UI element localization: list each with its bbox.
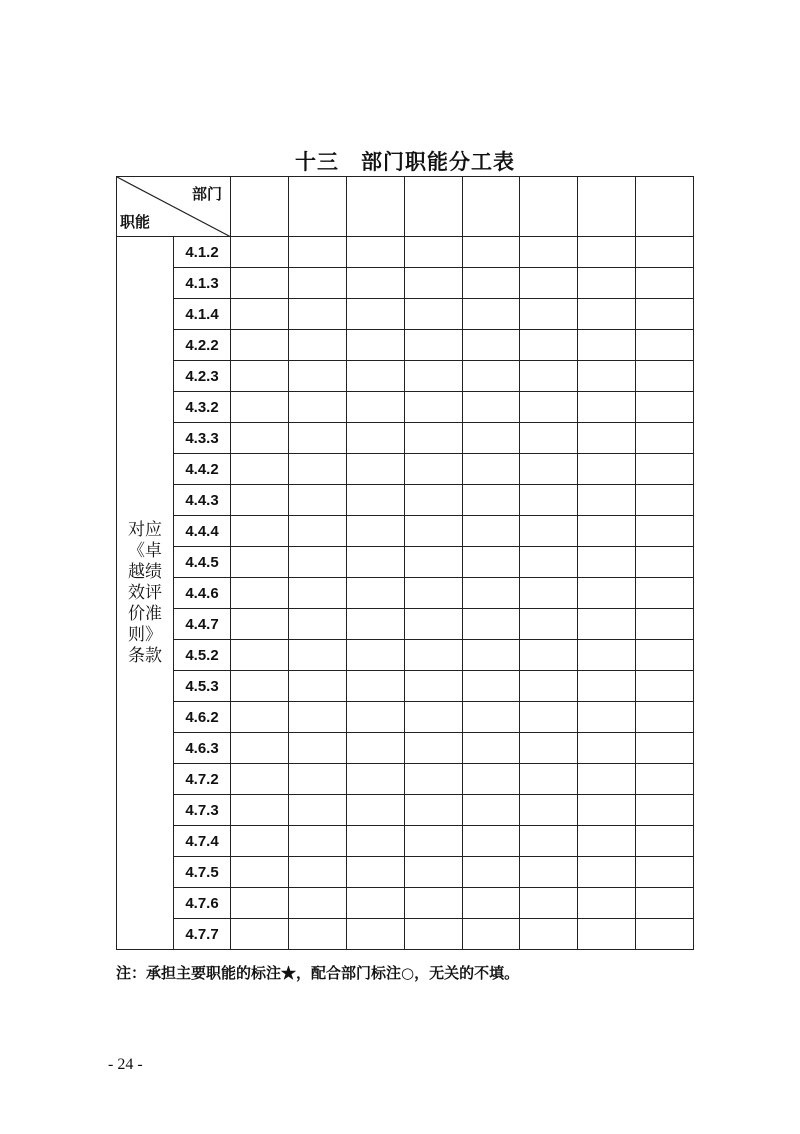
table-note: 注：承担主要职能的标注★，配合部门标注○，无关的不填。: [116, 964, 520, 982]
clause-code: 4.7.4: [174, 826, 231, 857]
assignment-cell[interactable]: [636, 392, 694, 423]
assignment-cell[interactable]: [231, 795, 289, 826]
department-header-cell[interactable]: [636, 177, 694, 237]
assignment-cell[interactable]: [636, 888, 694, 919]
clause-code: 4.4.7: [174, 609, 231, 640]
assignment-cell[interactable]: [404, 609, 462, 640]
clause-code: 4.4.5: [174, 547, 231, 578]
assignment-cell[interactable]: [636, 671, 694, 702]
table-row: [117, 671, 694, 702]
clause-code: 4.5.2: [174, 640, 231, 671]
assignment-cell[interactable]: [288, 454, 346, 485]
assignment-cell[interactable]: [578, 795, 636, 826]
assignment-cell[interactable]: [231, 671, 289, 702]
header-row: [117, 177, 694, 237]
table-row: [117, 299, 694, 330]
assignment-cell[interactable]: [346, 919, 404, 950]
assignment-cell[interactable]: [520, 485, 578, 516]
table-row: [117, 919, 694, 950]
assignment-cell[interactable]: [231, 268, 289, 299]
clause-code: 4.2.3: [174, 361, 231, 392]
assignment-cell[interactable]: [404, 640, 462, 671]
assignment-cell[interactable]: [346, 702, 404, 733]
assignment-cell[interactable]: [346, 361, 404, 392]
assignment-cell[interactable]: [231, 392, 289, 423]
table-row: [117, 237, 694, 268]
assignment-cell[interactable]: [520, 516, 578, 547]
assignment-cell[interactable]: [636, 299, 694, 330]
assignment-cell[interactable]: [578, 578, 636, 609]
assignment-cell[interactable]: [288, 795, 346, 826]
assignment-cell[interactable]: [462, 268, 520, 299]
function-table: [116, 176, 694, 950]
assignment-cell[interactable]: [636, 330, 694, 361]
assignment-cell[interactable]: [231, 609, 289, 640]
assignment-cell[interactable]: [231, 640, 289, 671]
assignment-cell[interactable]: [636, 795, 694, 826]
assignment-cell[interactable]: [404, 919, 462, 950]
assignment-cell[interactable]: [404, 361, 462, 392]
assignment-cell[interactable]: [346, 733, 404, 764]
assignment-cell[interactable]: [636, 826, 694, 857]
assignment-cell[interactable]: [462, 733, 520, 764]
assignment-cell[interactable]: [231, 888, 289, 919]
clause-code: 4.3.3: [174, 423, 231, 454]
assignment-cell[interactable]: [288, 330, 346, 361]
assignment-cell[interactable]: [520, 268, 578, 299]
assignment-cell[interactable]: [288, 764, 346, 795]
assignment-cell[interactable]: [231, 330, 289, 361]
assignment-cell[interactable]: [404, 888, 462, 919]
table-row: [117, 795, 694, 826]
assignment-cell[interactable]: [462, 919, 520, 950]
assignment-cell[interactable]: [462, 454, 520, 485]
clause-code: 4.6.3: [174, 733, 231, 764]
assignment-cell[interactable]: [231, 702, 289, 733]
assignment-cell[interactable]: [636, 702, 694, 733]
assignment-cell[interactable]: [231, 764, 289, 795]
assignment-cell[interactable]: [404, 485, 462, 516]
assignment-cell[interactable]: [231, 454, 289, 485]
assignment-cell[interactable]: [578, 392, 636, 423]
assignment-cell[interactable]: [578, 857, 636, 888]
assignment-cell[interactable]: [346, 640, 404, 671]
department-header-cell[interactable]: [462, 177, 520, 237]
assignment-cell[interactable]: [520, 702, 578, 733]
assignment-cell[interactable]: [636, 516, 694, 547]
assignment-cell[interactable]: [231, 826, 289, 857]
page-title: 十三 部门职能分工表: [295, 150, 515, 174]
assignment-cell[interactable]: [404, 702, 462, 733]
assignment-cell[interactable]: [578, 237, 636, 268]
assignment-cell[interactable]: [578, 485, 636, 516]
assignment-cell[interactable]: [462, 299, 520, 330]
assignment-cell[interactable]: [636, 423, 694, 454]
clause-code: 4.7.6: [174, 888, 231, 919]
assignment-cell[interactable]: [636, 640, 694, 671]
assignment-cell[interactable]: [346, 237, 404, 268]
clause-code: 4.4.4: [174, 516, 231, 547]
clause-code: 4.1.4: [174, 299, 231, 330]
assignment-cell[interactable]: [578, 702, 636, 733]
clause-code: 4.7.2: [174, 764, 231, 795]
table-row: [117, 361, 694, 392]
assignment-cell[interactable]: [288, 826, 346, 857]
assignment-cell[interactable]: [520, 671, 578, 702]
assignment-cell[interactable]: [346, 423, 404, 454]
assignment-cell[interactable]: [346, 609, 404, 640]
assignment-cell[interactable]: [520, 361, 578, 392]
assignment-cell[interactable]: [288, 578, 346, 609]
department-header-cell[interactable]: [231, 177, 289, 237]
assignment-cell[interactable]: [231, 733, 289, 764]
assignment-cell[interactable]: [578, 516, 636, 547]
assignment-cell[interactable]: [578, 826, 636, 857]
assignment-cell[interactable]: [288, 547, 346, 578]
assignment-cell[interactable]: [231, 857, 289, 888]
row-group-label: [117, 237, 174, 950]
assignment-cell[interactable]: [520, 237, 578, 268]
clause-code: 4.2.2: [174, 330, 231, 361]
assignment-cell[interactable]: [346, 268, 404, 299]
table-row: [117, 609, 694, 640]
assignment-cell[interactable]: [346, 857, 404, 888]
assignment-cell[interactable]: [288, 609, 346, 640]
department-header-cell[interactable]: [288, 177, 346, 237]
assignment-cell[interactable]: [462, 857, 520, 888]
assignment-cell[interactable]: [636, 547, 694, 578]
assignment-cell[interactable]: [520, 299, 578, 330]
assignment-cell[interactable]: [520, 330, 578, 361]
table-row: [117, 640, 694, 671]
assignment-cell[interactable]: [346, 299, 404, 330]
assignment-cell[interactable]: [636, 268, 694, 299]
assignment-cell[interactable]: [231, 237, 289, 268]
assignment-cell[interactable]: [520, 609, 578, 640]
clause-code: 4.7.5: [174, 857, 231, 888]
page-number: - 24 -: [108, 1056, 143, 1073]
assignment-cell[interactable]: [462, 764, 520, 795]
assignment-cell[interactable]: [462, 578, 520, 609]
assignment-cell[interactable]: [404, 578, 462, 609]
assignment-cell[interactable]: [404, 516, 462, 547]
assignment-cell[interactable]: [578, 454, 636, 485]
assignment-cell[interactable]: [346, 392, 404, 423]
assignment-cell[interactable]: [636, 857, 694, 888]
department-header-cell[interactable]: [404, 177, 462, 237]
assignment-cell[interactable]: [578, 640, 636, 671]
function-label: 职能: [120, 213, 151, 231]
clause-code: 4.1.2: [174, 237, 231, 268]
assignment-cell[interactable]: [636, 237, 694, 268]
assignment-cell[interactable]: [462, 547, 520, 578]
assignment-cell[interactable]: [346, 516, 404, 547]
assignment-cell[interactable]: [404, 764, 462, 795]
assignment-cell[interactable]: [462, 826, 520, 857]
table-row: [117, 702, 694, 733]
assignment-cell[interactable]: [462, 609, 520, 640]
assignment-cell[interactable]: [520, 547, 578, 578]
table-row: [117, 516, 694, 547]
table-row: [117, 857, 694, 888]
assignment-cell[interactable]: [346, 888, 404, 919]
assignment-cell[interactable]: [636, 361, 694, 392]
assignment-cell[interactable]: [288, 361, 346, 392]
assignment-cell[interactable]: [404, 857, 462, 888]
assignment-cell[interactable]: [346, 547, 404, 578]
table-row: [117, 733, 694, 764]
assignment-cell[interactable]: [346, 578, 404, 609]
assignment-cell[interactable]: [636, 609, 694, 640]
assignment-cell[interactable]: [636, 764, 694, 795]
assignment-cell[interactable]: [520, 795, 578, 826]
assignment-cell[interactable]: [636, 454, 694, 485]
table-row: [117, 392, 694, 423]
assignment-cell[interactable]: [404, 423, 462, 454]
corner-header-cell: [117, 177, 231, 237]
table-row: [117, 268, 694, 299]
assignment-cell[interactable]: [231, 547, 289, 578]
assignment-cell[interactable]: [462, 330, 520, 361]
assignment-cell[interactable]: [520, 888, 578, 919]
assignment-cell[interactable]: [520, 454, 578, 485]
assignment-cell[interactable]: [404, 237, 462, 268]
assignment-cell[interactable]: [462, 516, 520, 547]
assignment-cell[interactable]: [636, 578, 694, 609]
assignment-cell[interactable]: [578, 423, 636, 454]
clause-code: 4.4.2: [174, 454, 231, 485]
table-row: [117, 826, 694, 857]
assignment-cell[interactable]: [288, 299, 346, 330]
assignment-cell[interactable]: [636, 733, 694, 764]
assignment-cell[interactable]: [520, 857, 578, 888]
assignment-cell[interactable]: [346, 454, 404, 485]
table-row: [117, 330, 694, 361]
assignment-cell[interactable]: [462, 795, 520, 826]
assignment-cell[interactable]: [231, 516, 289, 547]
assignment-cell[interactable]: [288, 857, 346, 888]
assignment-cell[interactable]: [520, 578, 578, 609]
assignment-cell[interactable]: [462, 361, 520, 392]
assignment-cell[interactable]: [462, 640, 520, 671]
assignment-cell[interactable]: [520, 733, 578, 764]
assignment-cell[interactable]: [346, 795, 404, 826]
department-label: 部门: [191, 185, 222, 203]
table-row: [117, 454, 694, 485]
assignment-cell[interactable]: [404, 454, 462, 485]
table-row: [117, 578, 694, 609]
assignment-cell[interactable]: [578, 361, 636, 392]
assignment-cell[interactable]: [231, 919, 289, 950]
clause-code: 4.7.3: [174, 795, 231, 826]
assignment-cell[interactable]: [462, 702, 520, 733]
assignment-cell[interactable]: [288, 268, 346, 299]
assignment-cell[interactable]: [578, 764, 636, 795]
assignment-cell[interactable]: [462, 237, 520, 268]
clause-code: 4.7.7: [174, 919, 231, 950]
assignment-cell[interactable]: [404, 299, 462, 330]
assignment-cell[interactable]: [636, 919, 694, 950]
table-row: [117, 888, 694, 919]
assignment-cell[interactable]: [462, 485, 520, 516]
clause-code: 4.4.6: [174, 578, 231, 609]
assignment-cell[interactable]: [288, 640, 346, 671]
department-header-cell[interactable]: [520, 177, 578, 237]
assignment-cell[interactable]: [578, 268, 636, 299]
assignment-cell[interactable]: [404, 733, 462, 764]
assignment-cell[interactable]: [288, 702, 346, 733]
assignment-cell[interactable]: [578, 919, 636, 950]
assignment-cell[interactable]: [578, 330, 636, 361]
table-row: [117, 423, 694, 454]
assignment-cell[interactable]: [578, 733, 636, 764]
assignment-cell[interactable]: [404, 671, 462, 702]
assignment-cell[interactable]: [578, 671, 636, 702]
assignment-cell[interactable]: [462, 392, 520, 423]
department-header-cell[interactable]: [346, 177, 404, 237]
assignment-cell[interactable]: [462, 888, 520, 919]
assignment-cell[interactable]: [578, 547, 636, 578]
assignment-cell[interactable]: [578, 609, 636, 640]
assignment-cell[interactable]: [346, 826, 404, 857]
assignment-cell[interactable]: [520, 919, 578, 950]
assignment-cell[interactable]: [288, 423, 346, 454]
assignment-cell[interactable]: [346, 764, 404, 795]
assignment-cell[interactable]: [231, 485, 289, 516]
assignment-cell[interactable]: [288, 516, 346, 547]
clause-code: 4.1.3: [174, 268, 231, 299]
assignment-cell[interactable]: [520, 826, 578, 857]
assignment-cell[interactable]: [636, 485, 694, 516]
table-row: [117, 485, 694, 516]
assignment-cell[interactable]: [462, 423, 520, 454]
assignment-cell[interactable]: [578, 299, 636, 330]
assignment-cell[interactable]: [404, 547, 462, 578]
assignment-cell[interactable]: [231, 578, 289, 609]
clause-code: 4.5.3: [174, 671, 231, 702]
clause-code: 4.3.2: [174, 392, 231, 423]
assignment-cell[interactable]: [346, 485, 404, 516]
assignment-cell[interactable]: [346, 671, 404, 702]
table-row: [117, 547, 694, 578]
assignment-cell[interactable]: [520, 423, 578, 454]
clause-code: 4.6.2: [174, 702, 231, 733]
assignment-cell[interactable]: [288, 671, 346, 702]
assignment-cell[interactable]: [288, 392, 346, 423]
assignment-cell[interactable]: [520, 392, 578, 423]
assignment-cell[interactable]: [404, 795, 462, 826]
assignment-cell[interactable]: [520, 764, 578, 795]
assignment-cell[interactable]: [578, 888, 636, 919]
assignment-cell[interactable]: [520, 640, 578, 671]
department-header-cell[interactable]: [578, 177, 636, 237]
assignment-cell[interactable]: [404, 330, 462, 361]
assignment-cell[interactable]: [231, 361, 289, 392]
assignment-cell[interactable]: [288, 888, 346, 919]
assignment-cell[interactable]: [288, 919, 346, 950]
assignment-cell[interactable]: [346, 330, 404, 361]
row-group-label-text: 对应《卓越绩效评价准则》条款: [128, 519, 162, 666]
assignment-cell[interactable]: [288, 485, 346, 516]
clause-code: 4.4.3: [174, 485, 231, 516]
table-row: [117, 764, 694, 795]
assignment-cell[interactable]: [231, 423, 289, 454]
assignment-cell[interactable]: [231, 299, 289, 330]
assignment-cell[interactable]: [288, 237, 346, 268]
assignment-cell[interactable]: [404, 268, 462, 299]
assignment-cell[interactable]: [404, 392, 462, 423]
assignment-cell[interactable]: [288, 733, 346, 764]
assignment-cell[interactable]: [462, 671, 520, 702]
assignment-cell[interactable]: [404, 826, 462, 857]
